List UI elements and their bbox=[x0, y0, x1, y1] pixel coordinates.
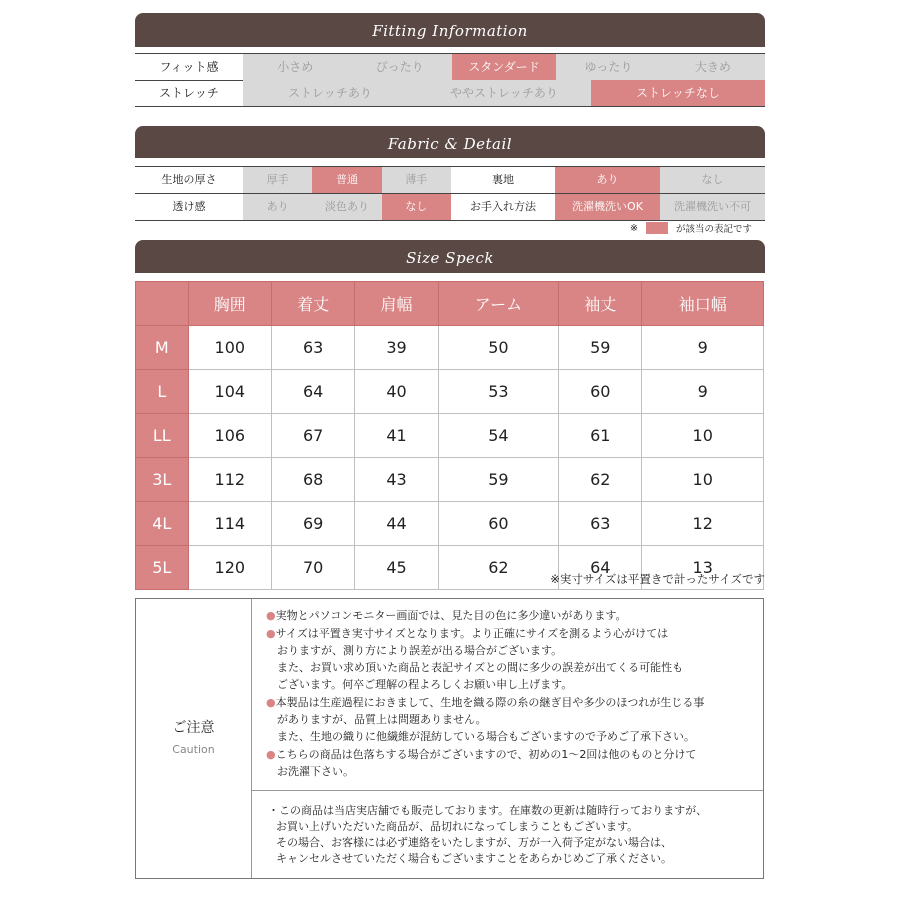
caution-point bbox=[266, 746, 753, 780]
table-cell: 64 bbox=[559, 546, 642, 590]
caution-line-wrap bbox=[266, 625, 753, 642]
fit-option: 小さめ bbox=[277, 60, 314, 74]
care-option: 洗濯機洗い不可 bbox=[660, 194, 765, 220]
size-header-cell: アーム bbox=[438, 282, 558, 326]
table-cell: 104 bbox=[188, 370, 271, 414]
table-cell: 64 bbox=[271, 370, 354, 414]
legend-mark: ※ bbox=[630, 222, 638, 234]
fit-option: ぴったり bbox=[375, 60, 424, 74]
fitting-title: Fitting Information bbox=[372, 22, 528, 40]
table-cell: 41 bbox=[355, 414, 438, 458]
lining-label: 裏地 bbox=[451, 167, 555, 193]
caution-points bbox=[252, 599, 763, 791]
table-row bbox=[136, 326, 764, 370]
caution-point bbox=[266, 607, 753, 624]
size-label-cell: 4L bbox=[136, 502, 189, 546]
table-cell: 63 bbox=[559, 502, 642, 546]
table-cell: 100 bbox=[188, 326, 271, 370]
size-label-cell: 3L bbox=[136, 458, 189, 502]
care-option: 洗濯機洗いOK bbox=[555, 194, 660, 220]
fabric-row-2 bbox=[135, 194, 765, 221]
stretch-option: ややストレッチあり bbox=[450, 86, 558, 100]
lining-option: なし bbox=[660, 167, 765, 193]
table-cell: 106 bbox=[188, 414, 271, 458]
caution-line: また、お買い求め頂いた商品と表記サイズとの間に多少の誤差が出てくる可能性も bbox=[277, 661, 684, 674]
caution-point bbox=[266, 625, 753, 693]
caution-line: 本製品は生産過程におきまして、生地を織る際の糸の継ぎ目や多少のほつれが生じる事 bbox=[275, 696, 705, 709]
legend-text: が該当の表記です bbox=[675, 224, 752, 235]
stretch-option: ストレッチあり bbox=[288, 86, 372, 100]
size-label-cell: 5L bbox=[136, 546, 189, 590]
table-cell: 10 bbox=[642, 414, 764, 458]
stretch-option: ストレッチなし bbox=[591, 80, 765, 106]
table-row bbox=[136, 414, 764, 458]
size-header-cell: 着丈 bbox=[271, 282, 354, 326]
bullet-icon: ● bbox=[266, 748, 276, 761]
bullet-icon: ● bbox=[266, 627, 276, 640]
table-row bbox=[136, 502, 764, 546]
bullet-icon: ● bbox=[266, 609, 276, 622]
table-cell: 12 bbox=[642, 502, 764, 546]
fabric-banner bbox=[135, 126, 765, 158]
lining-options bbox=[555, 167, 765, 193]
stretch-row bbox=[135, 80, 765, 107]
fabric-title: Fabric & Detail bbox=[387, 135, 513, 153]
fit-option: スタンダード bbox=[452, 54, 556, 80]
store-note-line: お買い上げいただいた商品が、品切れになってしまうこともございます。 bbox=[276, 820, 639, 833]
sheer-option: なし bbox=[382, 194, 451, 220]
table-cell: 45 bbox=[355, 546, 438, 590]
table-cell: 62 bbox=[438, 546, 558, 590]
table-cell: 59 bbox=[559, 326, 642, 370]
table-cell: 62 bbox=[559, 458, 642, 502]
table-row bbox=[136, 458, 764, 502]
fit-label: フィット感 bbox=[159, 60, 219, 74]
caution-subtitle: Caution bbox=[172, 743, 215, 756]
table-cell: 50 bbox=[438, 326, 558, 370]
fit-row bbox=[135, 53, 765, 81]
sheer-option: あり bbox=[243, 194, 312, 220]
caution-line: がありますが、品質上は問題ありません。 bbox=[277, 713, 487, 726]
table-cell: 39 bbox=[355, 326, 438, 370]
caution-line: お洗濯下さい。 bbox=[277, 765, 354, 778]
lining-option: あり bbox=[555, 167, 660, 193]
table-cell: 60 bbox=[438, 502, 558, 546]
thickness-options bbox=[243, 167, 451, 193]
caution-line: また、生地の織りに他繊維が混紡している場合もございますので予めご了承下さい。 bbox=[277, 730, 695, 743]
table-cell: 68 bbox=[271, 458, 354, 502]
sheer-label: 透け感 bbox=[135, 194, 243, 220]
thickness-option: 厚手 bbox=[243, 167, 312, 193]
caution-line-wrap bbox=[266, 694, 753, 711]
thickness-label: 生地の厚さ bbox=[135, 167, 243, 193]
legend-swatch bbox=[646, 222, 668, 234]
table-cell: 44 bbox=[355, 502, 438, 546]
caution-point bbox=[266, 694, 753, 745]
size-title: Size Speck bbox=[406, 249, 494, 267]
care-options bbox=[555, 194, 765, 220]
caution-line: こちらの商品は色落ちする場合がございますので、初めの1～2回は他のものと分けて bbox=[275, 748, 697, 761]
table-cell: 114 bbox=[188, 502, 271, 546]
table-cell: 61 bbox=[559, 414, 642, 458]
table-cell: 40 bbox=[355, 370, 438, 414]
size-header-cell: 袖丈 bbox=[559, 282, 642, 326]
size-header-cell: 胸囲 bbox=[188, 282, 271, 326]
table-cell: 69 bbox=[271, 502, 354, 546]
table-cell: 10 bbox=[642, 458, 764, 502]
table-cell: 70 bbox=[271, 546, 354, 590]
table-cell: 53 bbox=[438, 370, 558, 414]
fabric-table bbox=[135, 166, 765, 221]
caution-box bbox=[135, 598, 764, 879]
table-cell: 67 bbox=[271, 414, 354, 458]
caution-line: 実物とパソコンモニター画面では、見た目の色に多少違いがあります。 bbox=[275, 609, 627, 622]
care-label: お手入れ方法 bbox=[451, 194, 555, 220]
table-cell: 13 bbox=[642, 546, 764, 590]
store-note-line: ・この商品は当店実店舗でも販売しております。在庫数の更新は随時行っておりますが、 bbox=[268, 804, 708, 817]
size-header-cell bbox=[136, 282, 189, 326]
table-cell: 60 bbox=[559, 370, 642, 414]
table-cell: 120 bbox=[188, 546, 271, 590]
caution-title: ご注意 bbox=[172, 720, 215, 736]
table-cell: 112 bbox=[188, 458, 271, 502]
caution-line-wrap bbox=[266, 746, 753, 763]
bullet-icon: ● bbox=[266, 696, 276, 709]
size-note: ※実寸サイズは平置きで計ったサイズです bbox=[550, 572, 765, 586]
size-table bbox=[135, 281, 764, 590]
size-label-cell: LL bbox=[136, 414, 189, 458]
size-banner bbox=[135, 240, 765, 273]
caution-line: おりますが、測り方により誤差が出る場合がございます。 bbox=[277, 644, 563, 657]
table-row bbox=[136, 370, 764, 414]
store-note bbox=[252, 792, 763, 878]
table-cell: 63 bbox=[271, 326, 354, 370]
sheer-options bbox=[243, 194, 451, 220]
table-cell: 9 bbox=[642, 370, 764, 414]
store-note-line: キャンセルさせていただく場合もございますことをあらかじめご了承ください。 bbox=[276, 852, 672, 865]
thickness-option: 薄手 bbox=[382, 167, 451, 193]
table-cell: 9 bbox=[642, 326, 764, 370]
sheer-option: 淡色あり bbox=[312, 194, 381, 220]
caution-line: サイズは平置き実寸サイズとなります。より正確にサイズを測るよう心がけては bbox=[275, 627, 669, 640]
fitting-banner bbox=[135, 13, 765, 47]
size-header-cell: 袖口幅 bbox=[642, 282, 764, 326]
stretch-label: ストレッチ bbox=[159, 86, 219, 100]
store-note-line: その場合、お客様には必ず連絡をいたしますが、万が一入荷予定がない場合は、 bbox=[276, 836, 672, 849]
caution-line: ございます。何卒ご理解の程よろしくお願い申し上げます。 bbox=[277, 678, 573, 691]
size-header-cell: 肩幅 bbox=[355, 282, 438, 326]
size-label-cell: M bbox=[136, 326, 189, 370]
stretch-options bbox=[243, 80, 765, 106]
thickness-option: 普通 bbox=[312, 167, 381, 193]
table-cell: 54 bbox=[438, 414, 558, 458]
legend-note bbox=[630, 221, 752, 235]
size-header-row bbox=[136, 282, 764, 326]
fit-option: ゆったり bbox=[584, 60, 633, 74]
table-cell: 59 bbox=[438, 458, 558, 502]
fit-options bbox=[243, 54, 765, 80]
caution-line-wrap bbox=[266, 607, 753, 624]
caution-heading bbox=[136, 599, 252, 878]
fit-option: 大きめ bbox=[694, 60, 731, 74]
size-label-cell: L bbox=[136, 370, 189, 414]
fabric-row-1 bbox=[135, 166, 765, 194]
table-cell: 43 bbox=[355, 458, 438, 502]
